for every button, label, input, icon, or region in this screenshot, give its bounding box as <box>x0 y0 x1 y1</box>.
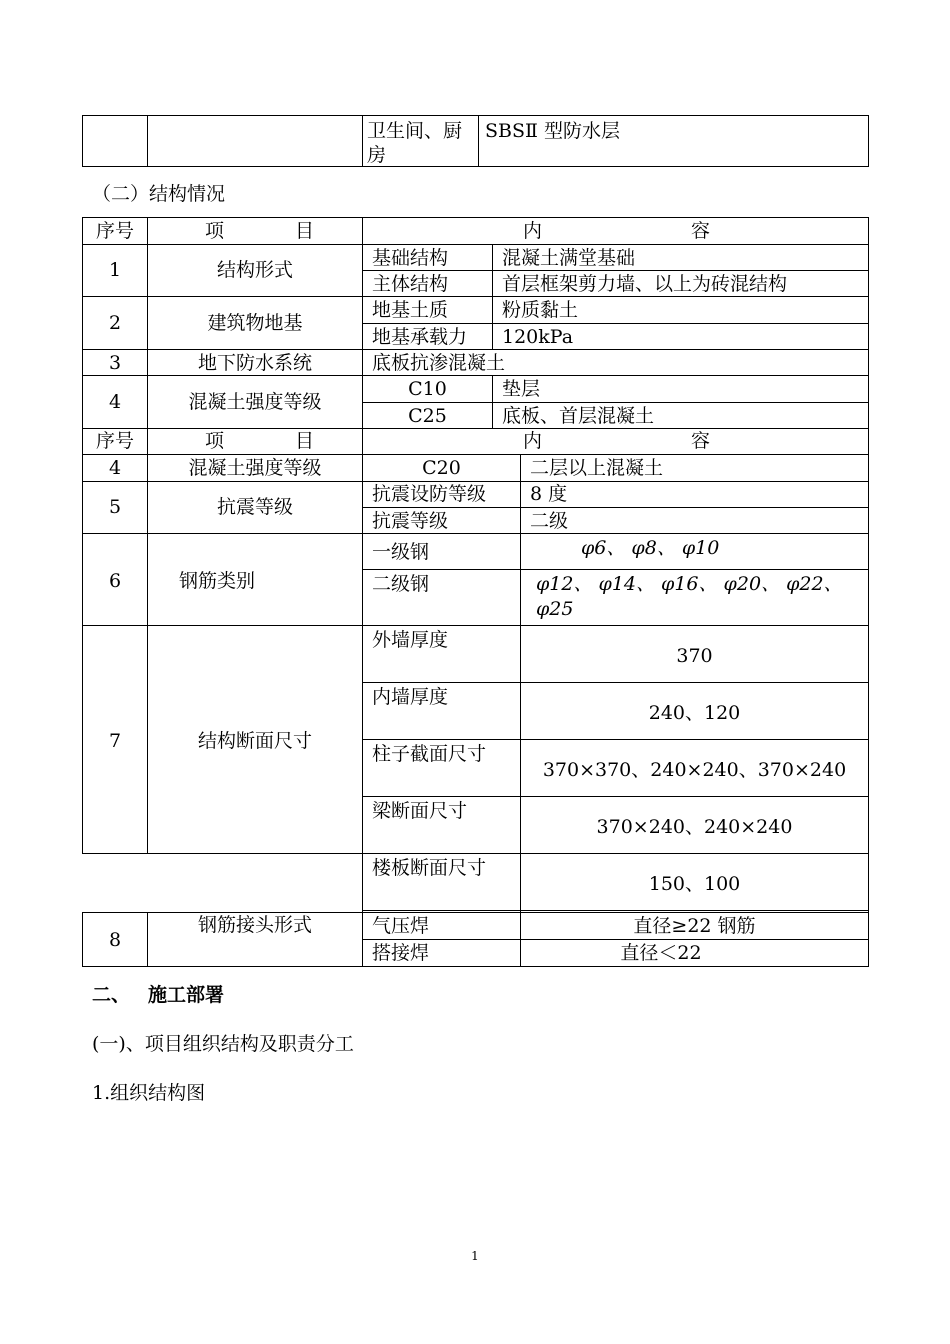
table-line <box>520 454 521 481</box>
sub-name: 柱子截面尺寸 <box>372 743 487 765</box>
sub-section-one: (一)、项目组织结构及职责分工 <box>92 1033 354 1055</box>
sub-name: 地基土质 <box>372 299 449 321</box>
row-item: 抗震等级 <box>216 496 293 518</box>
room-cell-line2: 房 <box>367 144 387 166</box>
sub-name: 搭接焊 <box>372 942 430 964</box>
sub-name: C25 <box>408 405 447 427</box>
sub-name: 楼板断面尺寸 <box>372 857 487 879</box>
header-content-a: 内 <box>523 430 543 452</box>
section-two-title: 施工部署 <box>148 984 225 1006</box>
item-one: 1.组织结构图 <box>92 1082 206 1104</box>
table-line <box>478 115 479 167</box>
sub-name: 气压焊 <box>372 915 430 937</box>
sub-value: 混凝土满堂基础 <box>502 247 636 269</box>
table-line <box>362 217 363 967</box>
section-two-number: 二、 <box>92 984 131 1006</box>
table-line <box>492 375 493 428</box>
table-line <box>362 115 363 167</box>
row-item: 混凝土强度等级 <box>188 391 322 413</box>
header-no: 序号 <box>95 430 134 452</box>
table-line <box>82 853 869 854</box>
header-content-b: 容 <box>691 220 711 242</box>
row-item: 结构断面尺寸 <box>197 730 312 752</box>
table-line <box>520 481 521 533</box>
sub-value: 370×240、240×240 <box>596 816 793 838</box>
row-no: 5 <box>108 496 122 518</box>
table-line <box>362 682 869 683</box>
table-line <box>82 115 869 116</box>
header-content-a: 内 <box>523 220 543 242</box>
table-line <box>362 910 869 911</box>
row-item: 钢筋接头形式 <box>197 914 312 936</box>
table-line <box>362 569 869 570</box>
table-line <box>868 217 869 967</box>
sub-value: 150、100 <box>648 873 741 895</box>
sub-value: 370 <box>676 645 713 667</box>
sub-value: 370×370、240×240、370×240 <box>542 759 847 781</box>
table-line <box>147 115 148 167</box>
sub-name: 内墙厚度 <box>372 686 449 708</box>
header-item-a: 项 <box>205 430 225 452</box>
row-no: 1 <box>108 259 122 281</box>
sub-value: 底板、首层混凝土 <box>502 405 655 427</box>
row-no: 6 <box>108 570 122 592</box>
room-cell-line1: 卫生间、厨 <box>367 120 463 142</box>
sub-value: 首层框架剪力墙、以上为砖混结构 <box>502 273 788 295</box>
sub-value-line2: φ25 <box>536 598 574 620</box>
row-item: 混凝土强度等级 <box>188 457 322 479</box>
table-line <box>492 244 493 349</box>
page-number: 1 <box>471 1249 479 1263</box>
sub-value: 粉质黏土 <box>502 299 579 321</box>
row-no: 2 <box>108 312 122 334</box>
row-value: 底板抗渗混凝土 <box>372 352 506 374</box>
table-line <box>82 217 869 218</box>
table-line <box>868 115 869 167</box>
sub-name: 地基承载力 <box>372 326 468 348</box>
sub-value: φ12、 φ14、 φ16、 φ20、 φ22、 <box>536 573 843 595</box>
sub-name: C10 <box>408 378 447 400</box>
sub-value: 二级 <box>530 510 569 532</box>
sub-name: 抗震等级 <box>372 510 449 532</box>
table-line <box>82 625 869 626</box>
header-item-a: 项 <box>205 220 225 242</box>
table-line <box>82 166 869 167</box>
sub-value: 直径≥22 钢筋 <box>633 915 756 937</box>
material-cell: SBSⅡ 型防水层 <box>485 120 620 142</box>
row-no: 8 <box>108 929 122 951</box>
header-no: 序号 <box>95 220 134 242</box>
header-item-b: 目 <box>295 220 315 242</box>
sub-name: 基础结构 <box>372 247 449 269</box>
sub-value: 直径＜22 <box>620 942 702 964</box>
sub-name: 二级钢 <box>372 573 430 595</box>
header-content-b: 容 <box>691 430 711 452</box>
table-line <box>82 966 869 967</box>
table-line <box>362 796 869 797</box>
table-line <box>362 739 869 740</box>
table-line <box>82 115 83 167</box>
sub-name: 抗震设防等级 <box>372 483 487 505</box>
sub-name: C20 <box>422 457 461 479</box>
header-item-b: 目 <box>295 430 315 452</box>
row-no: 3 <box>108 352 122 374</box>
section-structure-title: （二）结构情况 <box>92 183 226 205</box>
table-line <box>82 244 869 245</box>
sub-name: 一级钢 <box>372 541 430 563</box>
row-item: 钢筋类别 <box>179 570 256 592</box>
sub-name: 梁断面尺寸 <box>372 800 468 822</box>
sub-value: 垫层 <box>502 378 541 400</box>
sub-value: 120kPa <box>502 326 574 348</box>
sub-value: 二层以上混凝土 <box>530 457 664 479</box>
row-item: 地下防水系统 <box>197 352 312 374</box>
sub-value: φ6、 φ8、 φ10 <box>581 537 720 559</box>
sub-name: 主体结构 <box>372 273 449 295</box>
row-no: 4 <box>108 391 122 413</box>
row-no: 7 <box>108 730 122 752</box>
row-item: 建筑物地基 <box>207 312 303 334</box>
row-item: 结构形式 <box>216 259 293 281</box>
table-line <box>82 533 869 534</box>
sub-name: 外墙厚度 <box>372 629 449 651</box>
sub-value: 8 度 <box>530 483 568 505</box>
row-no: 4 <box>108 457 122 479</box>
sub-value: 240、120 <box>648 702 741 724</box>
table-line <box>520 533 521 967</box>
